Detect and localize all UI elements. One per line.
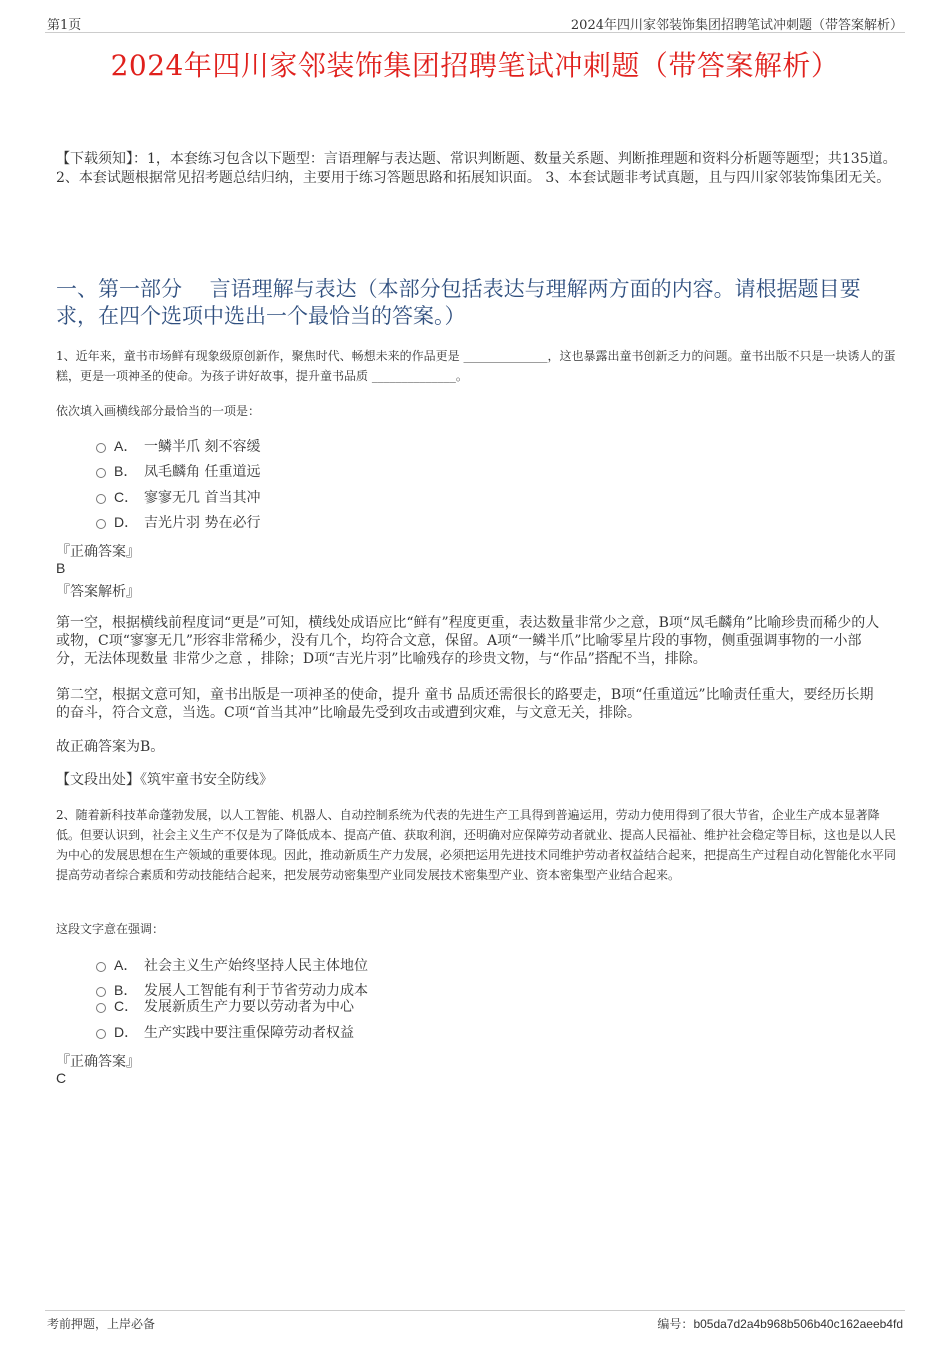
question-2-answer-label: 『正确答案』 (56, 1054, 140, 1070)
option-text: 一鳞半爪 刻不容缓 (144, 439, 261, 455)
radio-icon[interactable] (96, 494, 106, 504)
radio-icon[interactable] (96, 1003, 106, 1013)
header-doc-title: 2024年四川家邻装饰集团招聘笔试冲刺题（带答案解析） (570, 18, 903, 33)
radio-icon[interactable] (96, 962, 106, 972)
question-1-analysis-p2: 第二空，根据文意可知，童书出版是一项神圣的使命，提升 童书 品质还需很长的路要走，B项“任重道远”比喻责任重大，要经历长期的奋斗，符合文意，当选。C项“首当其冲”比喻最先受到攻击或遭到灾难，与文意无关，排除。 (56, 687, 874, 721)
footer-code-value: b05da7d2a4b968b506b40c162aeeb4fd (693, 1317, 903, 1331)
option-letter: A． (114, 957, 138, 973)
download-notice: 【下载须知】：1，本套练习包含以下题型：言语理解与表达题、常识判断题、数量关系题、判断推理题和资料分析题等题型；共135道。 2、本套试题根据常见招考题总结归纳，主要用于练习答题思路和拓展知识面。 3、本套试题非考试真题，且与四川家邻装饰集团无关。 (56, 151, 897, 186)
option-letter: C． (114, 489, 139, 505)
question-1-option-c[interactable] (96, 487, 260, 507)
option-letter: D． (114, 514, 139, 530)
page-title: 2024年四川家邻装饰集团招聘笔试冲刺题（带答案解析） (110, 49, 840, 82)
question-2-stem: 2、随着新科技革命蓬勃发展，以人工智能、机器人、自动控制系统为代表的先进生产工具得到普遍运用，劳动力使用得到了很大节省，企业生产成本显著降低。但要认识到，社会主义生产不仅是为了降低成本、提高产值、获取利润，还明确对应保障劳动者就业、提高人民福祉、维护社会稳定等目标，这也是以人民为中心的发展思想在生产领域的重要体现。因此，推动新质生产力发展，必须把运用先进技术同维护劳动者权益结合起来，把提高生产过程自动化智能化水平同提高劳动者综合素质和劳动技能结合起来，把发展劳动密集型产业同发展技术密集型产业、资本密集型产业结合起来。 (56, 808, 897, 882)
radio-icon[interactable] (96, 443, 106, 453)
footer-slogan: 考前押题，上岸必备 (47, 1317, 156, 1331)
question-2-option-a[interactable] (96, 955, 368, 975)
option-text: 发展新质生产力要以劳动者为中心 (144, 999, 354, 1015)
radio-icon[interactable] (96, 519, 106, 529)
question-2-option-c[interactable] (96, 996, 354, 1016)
question-1-option-d[interactable] (96, 512, 260, 532)
question-2-option-d[interactable] (96, 1022, 354, 1042)
option-text: 凤毛麟角 任重道远 (144, 464, 261, 480)
option-letter: D． (114, 1024, 139, 1040)
option-text: 生产实践中要注重保障劳动者权益 (144, 1025, 354, 1041)
radio-icon[interactable] (96, 468, 106, 478)
option-text: 吉光片羽 势在必行 (144, 515, 261, 531)
option-text: 寥寥无几 首当其冲 (144, 490, 261, 506)
question-1-prompt: 依次填入画横线部分最恰当的一项是： (56, 404, 261, 418)
section-title: 一、第一部分 言语理解与表达（本部分包括表达与理解两方面的内容。请根据题目要求，在四个选项中选出一个最恰当的答案。） (56, 277, 861, 328)
question-1-conclusion: 故正确答案为B。 (56, 739, 165, 755)
question-1-option-a[interactable] (96, 436, 260, 456)
question-1-analysis-label: 『答案解析』 (56, 584, 140, 600)
footer-code-label: 编号： (657, 1317, 694, 1331)
question-1-stem: 1、近年来，童书市场鲜有现象级原创新作，聚焦时代、畅想未来的作品更是 ______________，这也暴露出童书创新乏力的问题。童书出版不只是一块诱人的蛋糕，更是一项神圣的使命。为孩子讲好故事，提升童书品质 ______________。 (56, 349, 896, 383)
question-1-source: 【文段出处】《筑牢童书安全防线》 (56, 772, 273, 788)
question-2-prompt: 这段文字意在强调： (56, 922, 165, 936)
option-letter: A． (114, 438, 138, 454)
page-number: 第1页 (47, 18, 82, 33)
option-letter: C． (114, 998, 139, 1014)
option-letter: B． (114, 463, 138, 479)
header-divider (45, 32, 905, 33)
option-text: 发展人工智能有利于节省劳动力成本 (144, 983, 368, 999)
question-1-answer-label: 『正确答案』 (56, 544, 140, 560)
footer-code (657, 1315, 903, 1332)
question-1-analysis-p1: 第一空，根据横线前程度词“更是”可知，横线处成语应比“鲜有”程度更重，表达数量非常少之意，B项“凤毛麟角”比喻珍贵而稀少的人或物，C项“寥寥无几”形容非常稀少，没有几个，均符合文意，保留。A项“一鳞半爪”比喻零星片段的事物，侧重强调事物的一小部分，无法体现数量 非常少之意 ，排除；D项“吉光片羽”比喻残存的珍贵文物，与“作品”搭配不当，排除。 (56, 615, 880, 667)
option-text: 社会主义生产始终坚持人民主体地位 (144, 958, 368, 974)
question-2-answer: C (56, 1070, 67, 1086)
option-letter: B． (114, 982, 138, 998)
question-1-answer: B (56, 560, 66, 576)
radio-icon[interactable] (96, 1029, 106, 1039)
footer-divider (45, 1310, 905, 1311)
question-1-option-b[interactable] (96, 461, 260, 481)
